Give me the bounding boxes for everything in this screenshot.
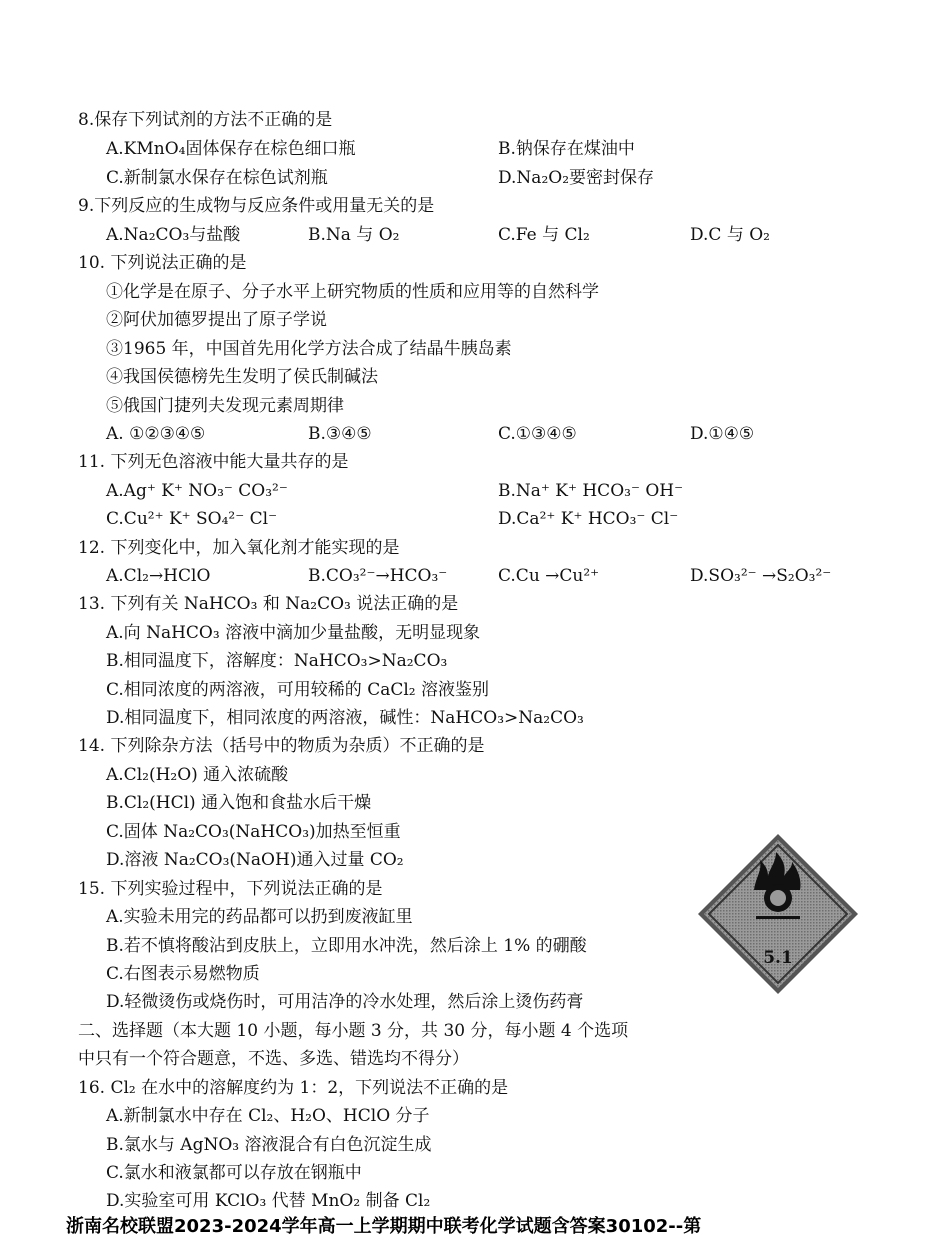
q10-option-a: A. ①②③④⑤ <box>106 424 206 444</box>
q11-option-d: D.Ca²⁺ K⁺ HCO₃⁻ Cl⁻ <box>498 509 679 529</box>
q11-option-a: A.Ag⁺ K⁺ NO₃⁻ CO₃²⁻ <box>106 481 288 501</box>
q14-option-a: A.Cl₂(H₂O) 通入浓硫酸 <box>106 765 289 785</box>
q8-option-b: B.钠保存在煤油中 <box>498 139 635 159</box>
q9-stem: 9.下列反应的生成物与反应条件或用量无关的是 <box>78 196 435 216</box>
q10-statement-3: ③1965 年，中国首先用化学方法合成了结晶牛胰岛素 <box>106 339 512 359</box>
q16-option-d: D.实验室可用 KClO₃ 代替 MnO₂ 制备 Cl₂ <box>106 1191 431 1211</box>
q10-option-c: C.①③④⑤ <box>498 424 577 444</box>
q13-option-b: B.相同温度下，溶解度：NaHCO₃>Na₂CO₃ <box>106 651 448 671</box>
footer-title: 浙南名校联盟2023-2024学年高一上学期期中联考化学试题含答案30102--第 <box>66 1216 702 1237</box>
q10-option-b: B.③④⑤ <box>308 424 372 444</box>
q13-option-c: C.相同浓度的两溶液，可用较稀的 CaCl₂ 溶液鉴别 <box>106 680 490 700</box>
q10-stem: 10. 下列说法正确的是 <box>78 253 247 273</box>
q8-stem: 8.保存下列试剂的方法不正确的是 <box>78 110 333 130</box>
q15-option-b: B.若不慎将酸沾到皮肤上，立即用水冲洗，然后涂上 1% 的硼酸 <box>106 936 587 956</box>
q11-option-c: C.Cu²⁺ K⁺ SO₄²⁻ Cl⁻ <box>106 509 278 529</box>
q15-option-d: D.轻微烫伤或烧伤时，可用洁净的冷水处理，然后涂上烫伤药膏 <box>106 992 584 1012</box>
q14-option-d: D.溶液 Na₂CO₃(NaOH)通入过量 CO₂ <box>106 850 404 870</box>
q13-option-d: D.相同温度下，相同浓度的两溶液，碱性：NaHCO₃>Na₂CO₃ <box>106 708 584 728</box>
q16-stem: 16. Cl₂ 在水中的溶解度约为 1：2，下列说法不正确的是 <box>78 1078 509 1098</box>
q11-option-b: B.Na⁺ K⁺ HCO₃⁻ OH⁻ <box>498 481 684 501</box>
q12-option-a: A.Cl₂→HClO <box>106 566 211 586</box>
q11-stem: 11. 下列无色溶液中能大量共存的是 <box>78 452 349 472</box>
q15-stem: 15. 下列实验过程中，下列说法正确的是 <box>78 879 383 899</box>
q10-statement-5: ⑤俄国门捷列夫发现元素周期律 <box>106 396 344 416</box>
q8-option-c: C.新制氯水保存在棕色试剂瓶 <box>106 168 328 188</box>
q13-option-a: A.向 NaHCO₃ 溶液中滴加少量盐酸，无明显现象 <box>106 623 481 643</box>
q8-option-d: D.Na₂O₂要密封保存 <box>498 168 655 188</box>
q10-statement-4: ④我国侯德榜先生发明了侯氏制碱法 <box>106 367 378 387</box>
q16-option-c: C.氯水和液氯都可以存放在钢瓶中 <box>106 1163 362 1183</box>
q9-option-d: D.C 与 O₂ <box>690 225 770 245</box>
q8-option-a: A.KMnO₄固体保存在棕色细口瓶 <box>106 139 356 159</box>
q9-option-b: B.Na 与 O₂ <box>308 225 400 245</box>
q16-option-b: B.氯水与 AgNO₃ 溶液混合有白色沉淀生成 <box>106 1135 432 1155</box>
q12-stem: 12. 下列变化中，加入氧化剂才能实现的是 <box>78 538 400 558</box>
q15-option-a: A.实验未用完的药品都可以扔到废液缸里 <box>106 907 413 927</box>
q9-option-a: A.Na₂CO₃与盐酸 <box>106 225 241 245</box>
q12-option-b: B.CO₃²⁻→HCO₃⁻ <box>308 566 448 586</box>
q16-option-a: A.新制氯水中存在 Cl₂、H₂O、HClO 分子 <box>106 1106 430 1126</box>
section2-heading-line2: 中只有一个符合题意，不选、多选、错选均不得分） <box>78 1049 469 1069</box>
q14-option-b: B.Cl₂(HCl) 通入饱和食盐水后干燥 <box>106 793 372 813</box>
q9-option-c: C.Fe 与 Cl₂ <box>498 225 590 245</box>
q12-option-d: D.SO₃²⁻ →S₂O₃²⁻ <box>690 566 832 586</box>
q14-stem: 14. 下列除杂方法（括号中的物质为杂质）不正确的是 <box>78 736 485 756</box>
section2-heading-line1: 二、选择题（本大题 10 小题，每小题 3 分，共 30 分，每小题 4 个选项 <box>78 1021 629 1041</box>
q10-statement-1: ①化学是在原子、分子水平上研究物质的性质和应用等的自然科学 <box>106 282 599 302</box>
q12-option-c: C.Cu →Cu²⁺ <box>498 566 600 586</box>
q10-statement-2: ②阿伏加德罗提出了原子学说 <box>106 310 327 330</box>
q15-option-c: C.右图表示易燃物质 <box>106 964 260 984</box>
q13-stem: 13. 下列有关 NaHCO₃ 和 Na₂CO₃ 说法正确的是 <box>78 594 459 614</box>
q14-option-c: C.固体 Na₂CO₃(NaHCO₃)加热至恒重 <box>106 822 401 842</box>
oxidizer-hazard-sign <box>696 832 860 996</box>
hazard-class-label: 5.1 <box>763 948 793 968</box>
q10-option-d: D.①④⑤ <box>690 424 755 444</box>
